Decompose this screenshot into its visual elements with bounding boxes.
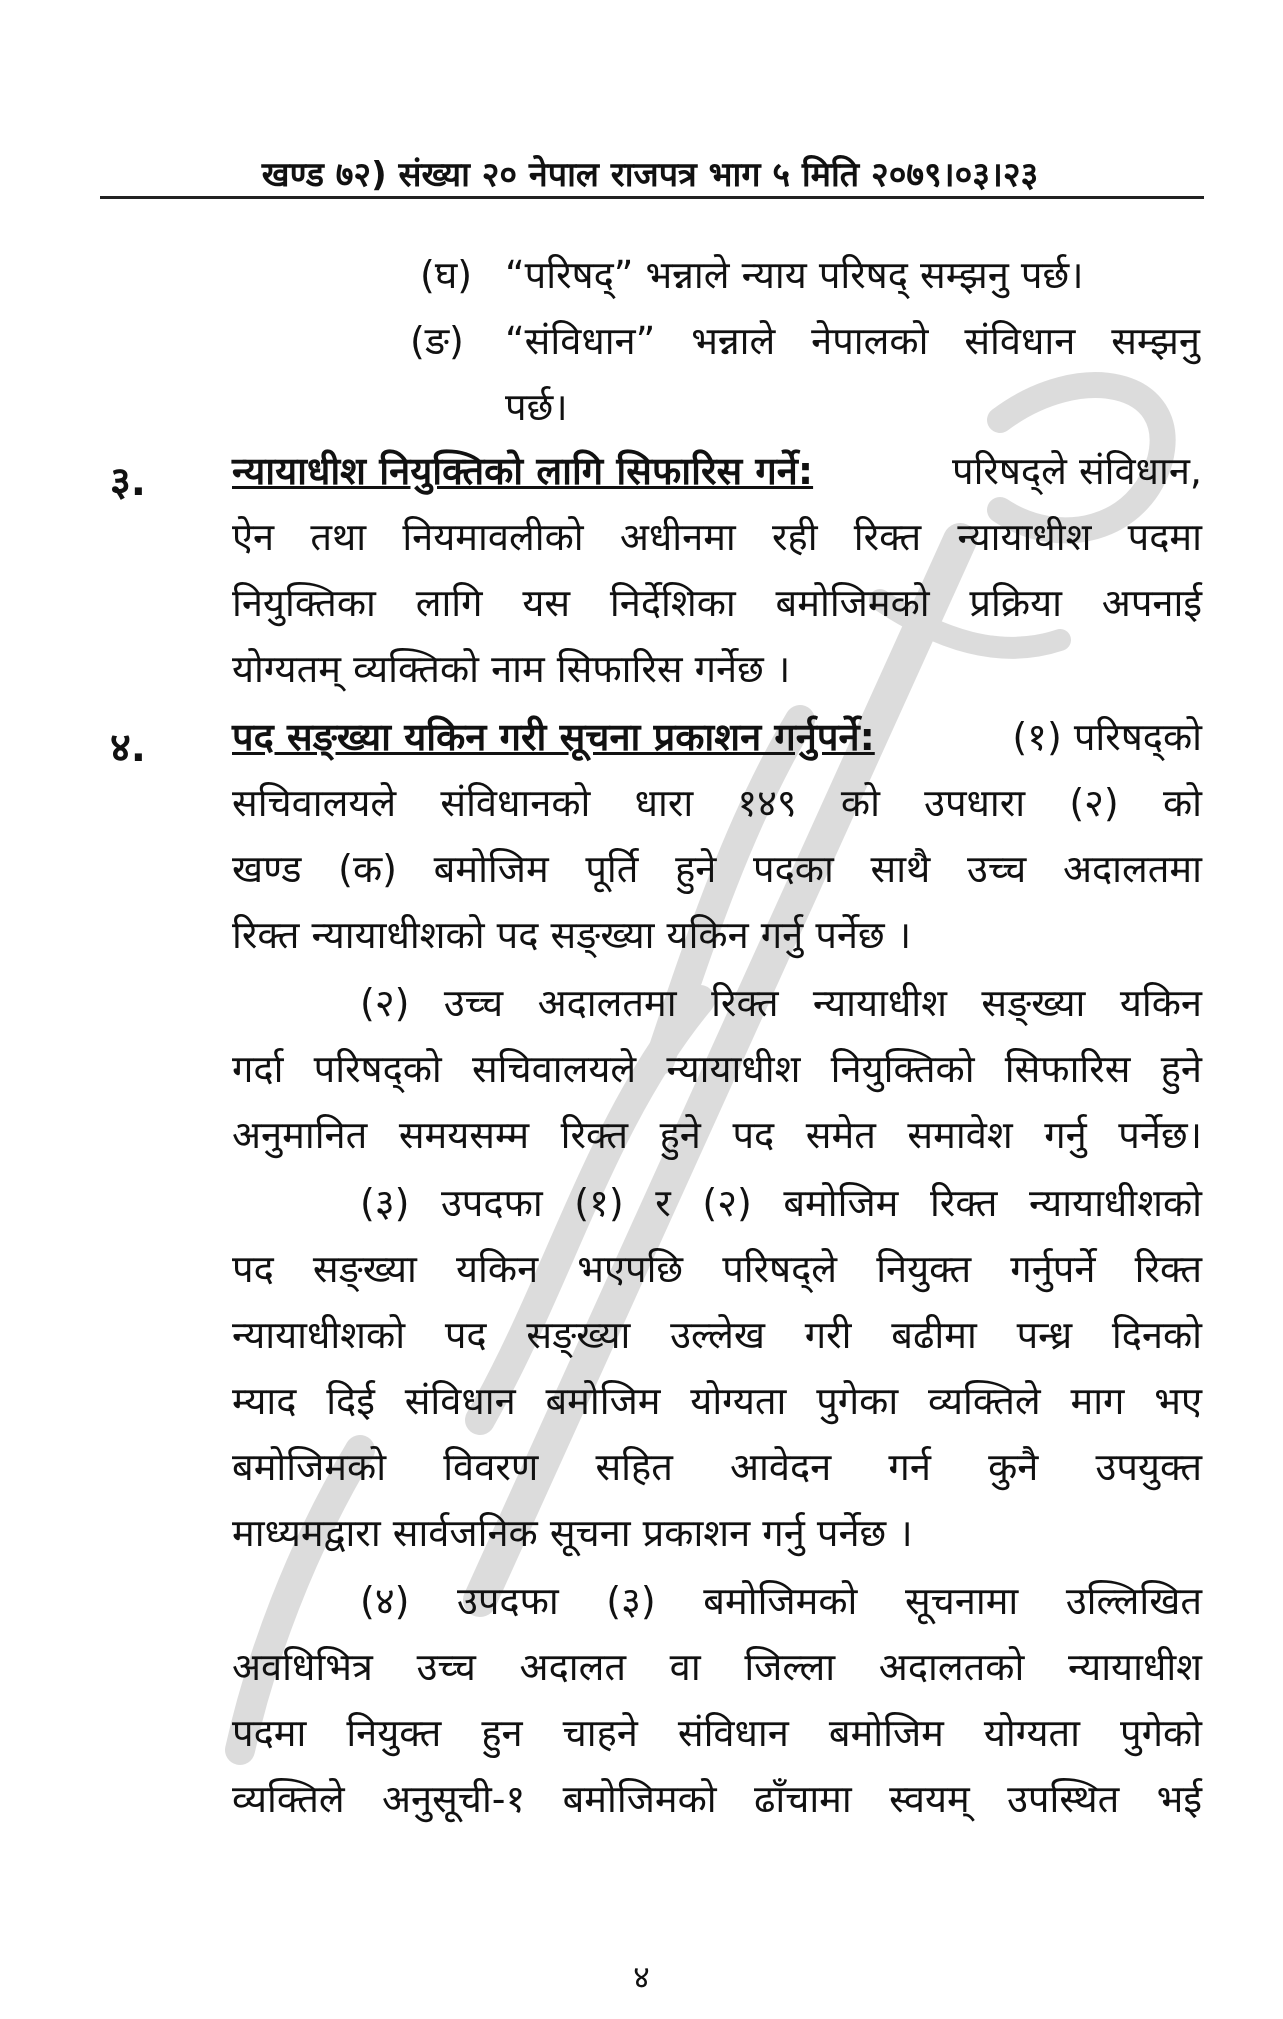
subsection-2-line: अनुमानित समयसम्म रिक्त हुने पद समेत समावेश गर्नु पर्नेछ। xyxy=(232,1113,1202,1157)
section-3-line4: योग्यतम् व्यक्तिको नाम सिफारिस गर्नेछ । xyxy=(232,647,791,691)
subsection-4-line: (४) उपदफा (३) बमोजिमको सूचनामा उल्लिखित xyxy=(360,1579,1202,1623)
subsection-2-line: गर्दा परिषद्को सचिवालयले न्यायाधीश नियुक्तिको सिफारिस हुने xyxy=(232,1047,1202,1091)
section-4-line: रिक्त न्यायाधीशको पद सङ्ख्या यकिन गर्नु पर्नेछ । xyxy=(232,913,912,957)
section-4-line: खण्ड (क) बमोजिम पूर्ति हुने पदका साथै उच्च अदालतमा xyxy=(232,847,1202,891)
subsection-4-line: अवधिभित्र उच्च अदालत वा जिल्ला अदालतको न्यायाधीश xyxy=(232,1645,1202,1689)
clause-text-gha: “परिषद्” भन्नाले न्याय परिषद् सम्झनु पर्छ। xyxy=(505,253,1084,297)
subsection-3-line: न्यायाधीशको पद सङ्ख्या उल्लेख गरी बढीमा पन्ध्र दिनको xyxy=(232,1313,1202,1357)
page-number: ४ xyxy=(633,1958,650,1996)
section-3-line3: नियुक्तिका लागि यस निर्देशिका बमोजिमको प्रक्रिया अपनाई xyxy=(232,581,1202,625)
clause-label-gha: (घ) xyxy=(420,253,473,297)
section-4-line: सचिवालयले संविधानको धारा १४९ को उपधारा (२) को xyxy=(232,781,1202,825)
subsection-3-line: बमोजिमको विवरण सहित आवेदन गर्न कुनै उपयुक्त xyxy=(232,1445,1202,1489)
subsection-2-line: (२) उच्च अदालतमा रिक्त न्यायाधीश सङ्ख्या यकिन xyxy=(360,981,1202,1025)
section-3-first-line xyxy=(232,448,1202,494)
subsection-3-line: माध्यमद्वारा सार्वजनिक सूचना प्रकाशन गर्नु पर्नेछ । xyxy=(232,1511,913,1555)
section-3-line2: ऐन तथा नियमावलीको अधीनमा रही रिक्त न्यायाधीश पदमा xyxy=(232,515,1202,559)
subsection-3-line: म्याद दिई संविधान बमोजिम योग्यता पुगेका व्यक्तिले माग भए xyxy=(232,1379,1202,1423)
section-4-first-line xyxy=(232,714,1202,760)
clause-text-nga-line2: पर्छ। xyxy=(505,385,568,429)
section-4-line1-rest: (१) परिषद्को xyxy=(1012,715,1202,759)
subsection-4-line: व्यक्तिले अनुसूची-१ बमोजिमको ढाँचामा स्वयम् उपस्थित भई xyxy=(232,1777,1202,1821)
subsection-3-line: पद सङ्ख्या यकिन भएपछि परिषद्ले नियुक्त गर्नुपर्ने रिक्त xyxy=(232,1247,1202,1291)
section-number-3: ३. xyxy=(110,459,146,505)
subsection-3-line: (३) उपदफा (१) र (२) बमोजिम रिक्त न्यायाधीशको xyxy=(360,1181,1202,1225)
clause-text-nga-line1: “संविधान” भन्नाले नेपालको संविधान सम्झनु xyxy=(505,319,1200,363)
section-3-heading: न्यायाधीश नियुक्तिको लागि सिफारिस गर्ने: xyxy=(232,449,814,493)
section-4-heading: पद सङ्ख्या यकिन गरी सूचना प्रकाशन गर्नुपर्ने: xyxy=(232,715,875,759)
gazette-header: खण्ड ७२) संख्या २० नेपाल राजपत्र भाग ५ मिति २०७९।०३।२३ xyxy=(261,155,1039,195)
subsection-4-line: पदमा नियुक्त हुन चाहने संविधान बमोजिम योग्यता पुगेको xyxy=(232,1711,1202,1755)
section-3-line1-rest: परिषद्ले संविधान, xyxy=(952,449,1202,493)
header-divider xyxy=(100,196,1204,199)
clause-label-nga: (ङ) xyxy=(410,319,464,363)
section-number-4: ४. xyxy=(110,725,146,771)
